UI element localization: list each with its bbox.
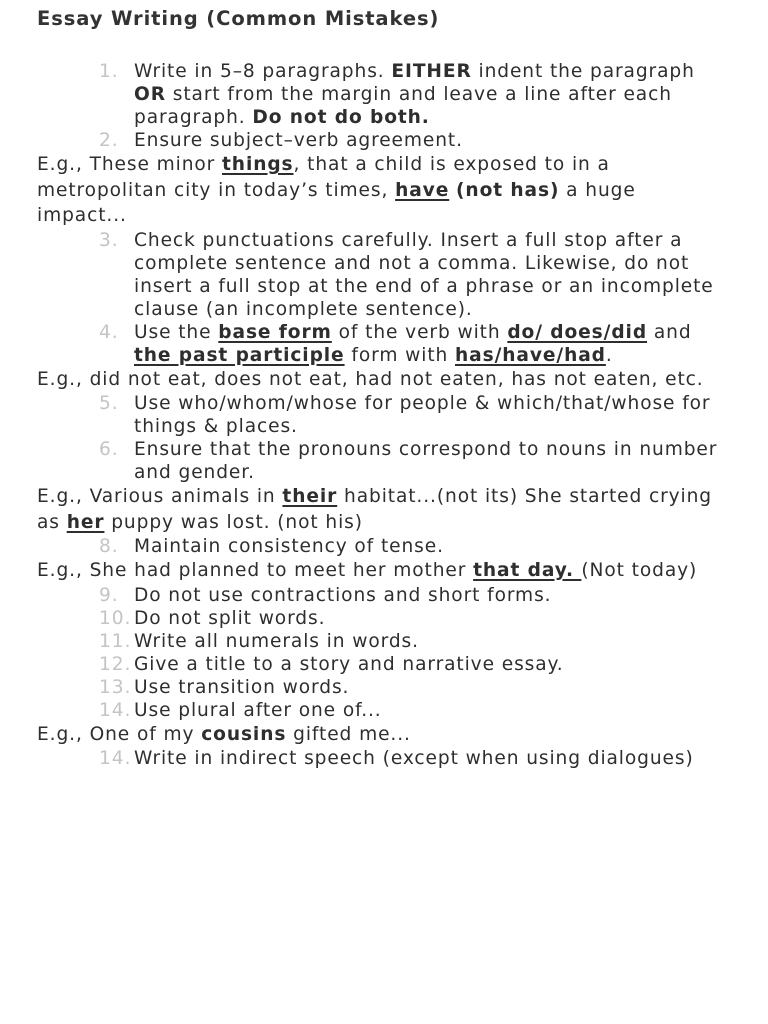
emphasized-text: Do not do both. <box>252 107 430 128</box>
emphasized-text: EITHER <box>391 61 472 82</box>
example-line <box>37 367 731 393</box>
emphasized-text: do/ does/did <box>507 321 648 343</box>
list-item-text <box>134 676 731 699</box>
list-item <box>37 321 731 367</box>
emphasized-text: her <box>66 511 105 533</box>
text-run: Use plural after one of... <box>134 699 382 721</box>
emphasized-text: things <box>222 154 294 175</box>
text-run: Use transition words. <box>134 676 350 698</box>
text-run: gifted me... <box>286 723 411 745</box>
text-run: E.g., She had planned to meet her mother <box>37 560 474 581</box>
list-item-number: 4. <box>99 321 119 343</box>
example-line <box>37 152 731 229</box>
emphasized-text: (not has) <box>456 179 560 201</box>
text-run: form with <box>344 344 456 366</box>
text-run: Write in 5–8 paragraphs. <box>134 61 392 82</box>
list-item-number: 13. <box>99 676 132 698</box>
list-item-text <box>134 584 731 607</box>
text-run: start from the margin and leave a line after each paragraph. <box>134 84 672 128</box>
text-run: of the verb with <box>331 321 508 343</box>
list-item-number: 5. <box>99 393 119 414</box>
text-run: E.g., One of my <box>37 723 202 745</box>
emphasized-text: the past participle <box>134 344 345 366</box>
text-run: Ensure subject–verb agreement. <box>134 130 463 151</box>
text-run: Write all numerals in words. <box>134 630 419 652</box>
emphasized-text: that day. <box>473 560 582 581</box>
text-run: a huge impact... <box>37 179 636 226</box>
list-item <box>37 392 731 438</box>
list-item-number: 14. <box>99 699 132 721</box>
text-run: E.g., Various animals in <box>37 486 283 507</box>
list-item <box>37 676 731 699</box>
list-item-number: 11. <box>99 630 132 652</box>
text-run: indent the paragraph <box>471 61 695 82</box>
emphasized-text: have <box>395 179 450 201</box>
list-item-text <box>134 392 731 438</box>
text-run: Ensure that the pronouns correspond to nouns in number and gender. <box>134 439 718 483</box>
list-item-number: 3. <box>99 229 119 251</box>
text-run: E.g., did not eat, does not eat, had not eaten, has not eaten, etc. <box>37 368 704 390</box>
text-run: Do not use contractions and short forms. <box>134 584 552 606</box>
list-item <box>37 607 731 630</box>
list-item-number: 9. <box>99 584 119 606</box>
text-run: Check punctuations carefully. Insert a full stop after a complete sentence and not a comma. Likewise, do not insert a full stop at the end of a phrase or an incomplete clause (an incomplete sentence). <box>134 229 714 320</box>
emphasized-text: OR <box>134 84 166 105</box>
text-run: , that a child is exposed to in a metropolitan city in today’s times, <box>37 154 610 201</box>
text-run: Give a title to a story and narrative essay. <box>134 653 564 675</box>
text-run: Do not split words. <box>134 607 326 629</box>
list-item-text <box>134 747 731 770</box>
list-item <box>37 747 731 770</box>
text-run: E.g., These minor <box>37 154 223 175</box>
list-item <box>37 699 731 722</box>
list-item-text <box>134 607 731 630</box>
list-item <box>37 60 731 129</box>
list-item <box>37 129 731 152</box>
list-item-text <box>134 630 731 653</box>
list-item-text <box>134 535 731 558</box>
emphasized-text: has/have/had <box>455 344 606 366</box>
list-item <box>37 584 731 607</box>
example-line <box>37 558 731 584</box>
list-item-number: 8. <box>99 536 119 557</box>
list-item-number: 14. <box>99 748 132 769</box>
list-item-text <box>134 438 731 484</box>
text-run: . <box>605 344 613 366</box>
list-item-number: 2. <box>99 130 119 151</box>
text-run: Write in indirect speech (except when using dialogues) <box>134 748 694 769</box>
text-run: habitat...(not its) She started crying as <box>37 486 713 533</box>
example-line <box>37 722 731 748</box>
list-item <box>37 630 731 653</box>
document-title: Essay Writing (Common Mistakes) <box>37 7 440 30</box>
list-item-number: 6. <box>99 439 119 460</box>
text-run: Maintain consistency of tense. <box>134 536 444 557</box>
text-run: (Not today) <box>581 560 698 581</box>
example-line <box>37 484 731 535</box>
list-item-text <box>134 699 731 722</box>
emphasized-text: base form <box>218 321 332 343</box>
text-run: Use the <box>134 321 219 343</box>
tips-list <box>37 60 731 770</box>
text-run: and <box>647 321 692 343</box>
list-item-number: 10. <box>99 607 132 629</box>
text-run <box>449 180 456 201</box>
list-item-text <box>134 60 731 129</box>
emphasized-text: their <box>282 486 338 507</box>
list-item <box>37 438 731 484</box>
list-item <box>37 229 731 321</box>
list-item-number: 1. <box>99 61 119 82</box>
list-item <box>37 535 731 558</box>
list-item-text <box>134 321 731 367</box>
list-item <box>37 653 731 676</box>
list-item-text <box>134 653 731 676</box>
text-run: Use who/whom/whose for people & which/that/whose for things & places. <box>134 393 711 437</box>
emphasized-text: cousins <box>201 723 287 745</box>
list-item-text <box>134 129 731 152</box>
list-item-text <box>134 229 731 321</box>
text-run: puppy was lost. (not his) <box>104 511 363 533</box>
list-item-number: 12. <box>99 653 132 675</box>
